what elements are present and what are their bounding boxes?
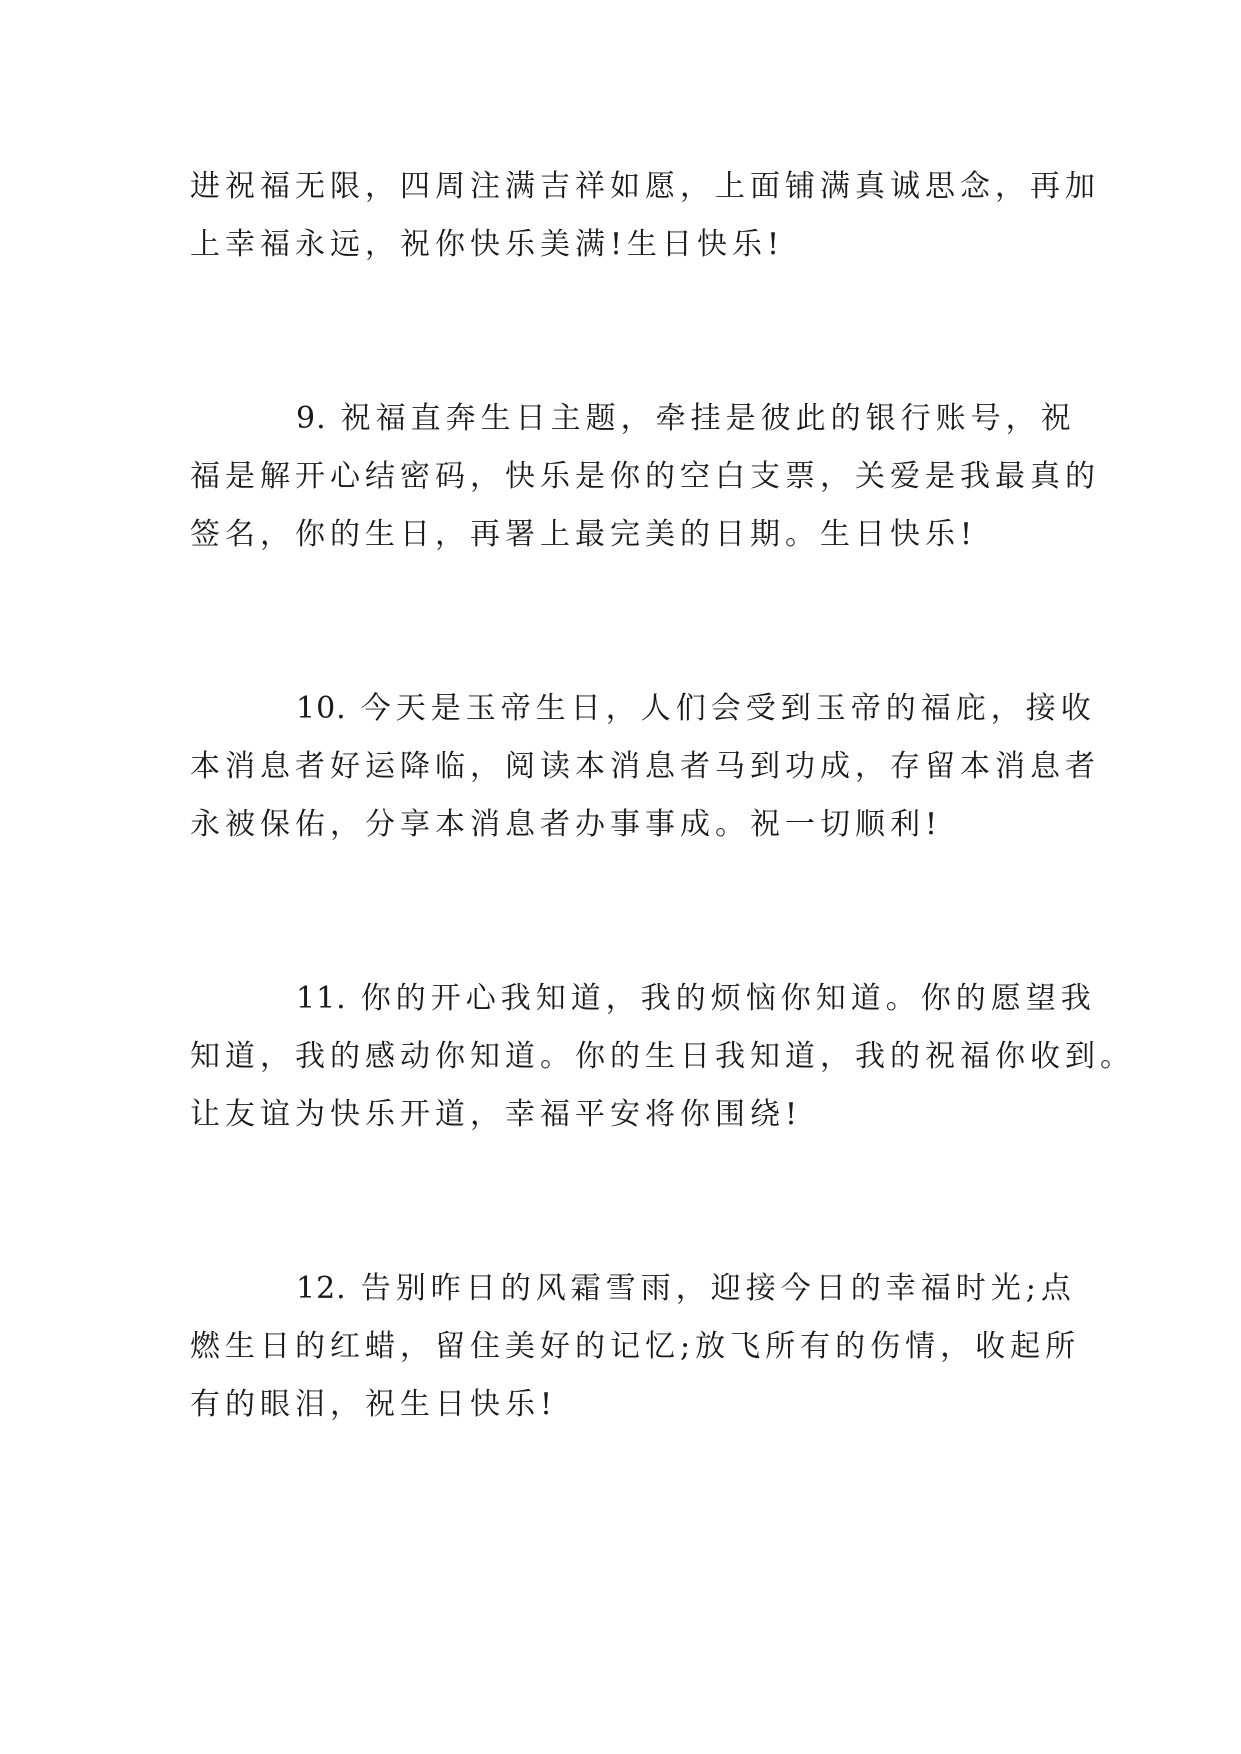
paragraph-line: 上幸福永远，祝你快乐美满!生日快乐!	[190, 227, 785, 262]
paragraph-line: 燃生日的红蜡，留住美好的记忆;放飞所有的伤情，收起所	[190, 1329, 1081, 1364]
paragraph-10	[190, 680, 1100, 854]
paragraph-line: 本消息者好运降临，阅读本消息者马到功成，存留本消息者	[190, 749, 1100, 784]
paragraph-line-text: 告别昨日的风霜雪雨，迎接今日的幸福时光;点	[360, 1271, 1076, 1306]
paragraph-line-text: 今天是玉帝生日，人们会受到玉帝的福庇，接收	[360, 691, 1096, 726]
paragraph-line: 让友谊为快乐开道，幸福平安将你围绕!	[190, 1097, 803, 1132]
paragraph-line-text: 祝福直奔生日主题，牵挂是彼此的银行账号，祝	[340, 401, 1076, 436]
paragraph-line: 进祝福无限，四周注满吉祥如愿，上面铺满真诚思念，再加	[190, 169, 1100, 204]
paragraph-first-line	[190, 970, 1096, 1028]
paragraph-line: 有的眼泪，祝生日快乐!	[190, 1387, 558, 1422]
paragraph-12	[190, 1260, 1081, 1434]
paragraph-first-line	[190, 390, 1076, 448]
paragraph-number: 12.	[296, 1271, 347, 1306]
paragraph-number: 11.	[296, 981, 347, 1016]
paragraph-line: 知道，我的感动你知道。你的生日我知道，我的祝福你收到。	[190, 1039, 1135, 1074]
paragraph-first-line	[190, 680, 1096, 738]
paragraph-9	[190, 390, 1100, 564]
paragraph-line: 福是解开心结密码，快乐是你的空白支票，关爱是我最真的	[190, 459, 1100, 494]
paragraph-number: 10.	[296, 691, 347, 726]
paragraph-line-text: 你的开心我知道，我的烦恼你知道。你的愿望我	[360, 981, 1096, 1016]
paragraph-11	[190, 970, 1135, 1144]
paragraph-line: 永被保佑，分享本消息者办事事成。祝一切顺利!	[190, 807, 943, 842]
paragraph-line: 签名，你的生日，再署上最完美的日期。生日快乐!	[190, 517, 978, 552]
paragraph-8-continuation	[190, 158, 1100, 274]
paragraph-first-line	[190, 1260, 1076, 1318]
paragraph-number: 9.	[296, 401, 327, 436]
